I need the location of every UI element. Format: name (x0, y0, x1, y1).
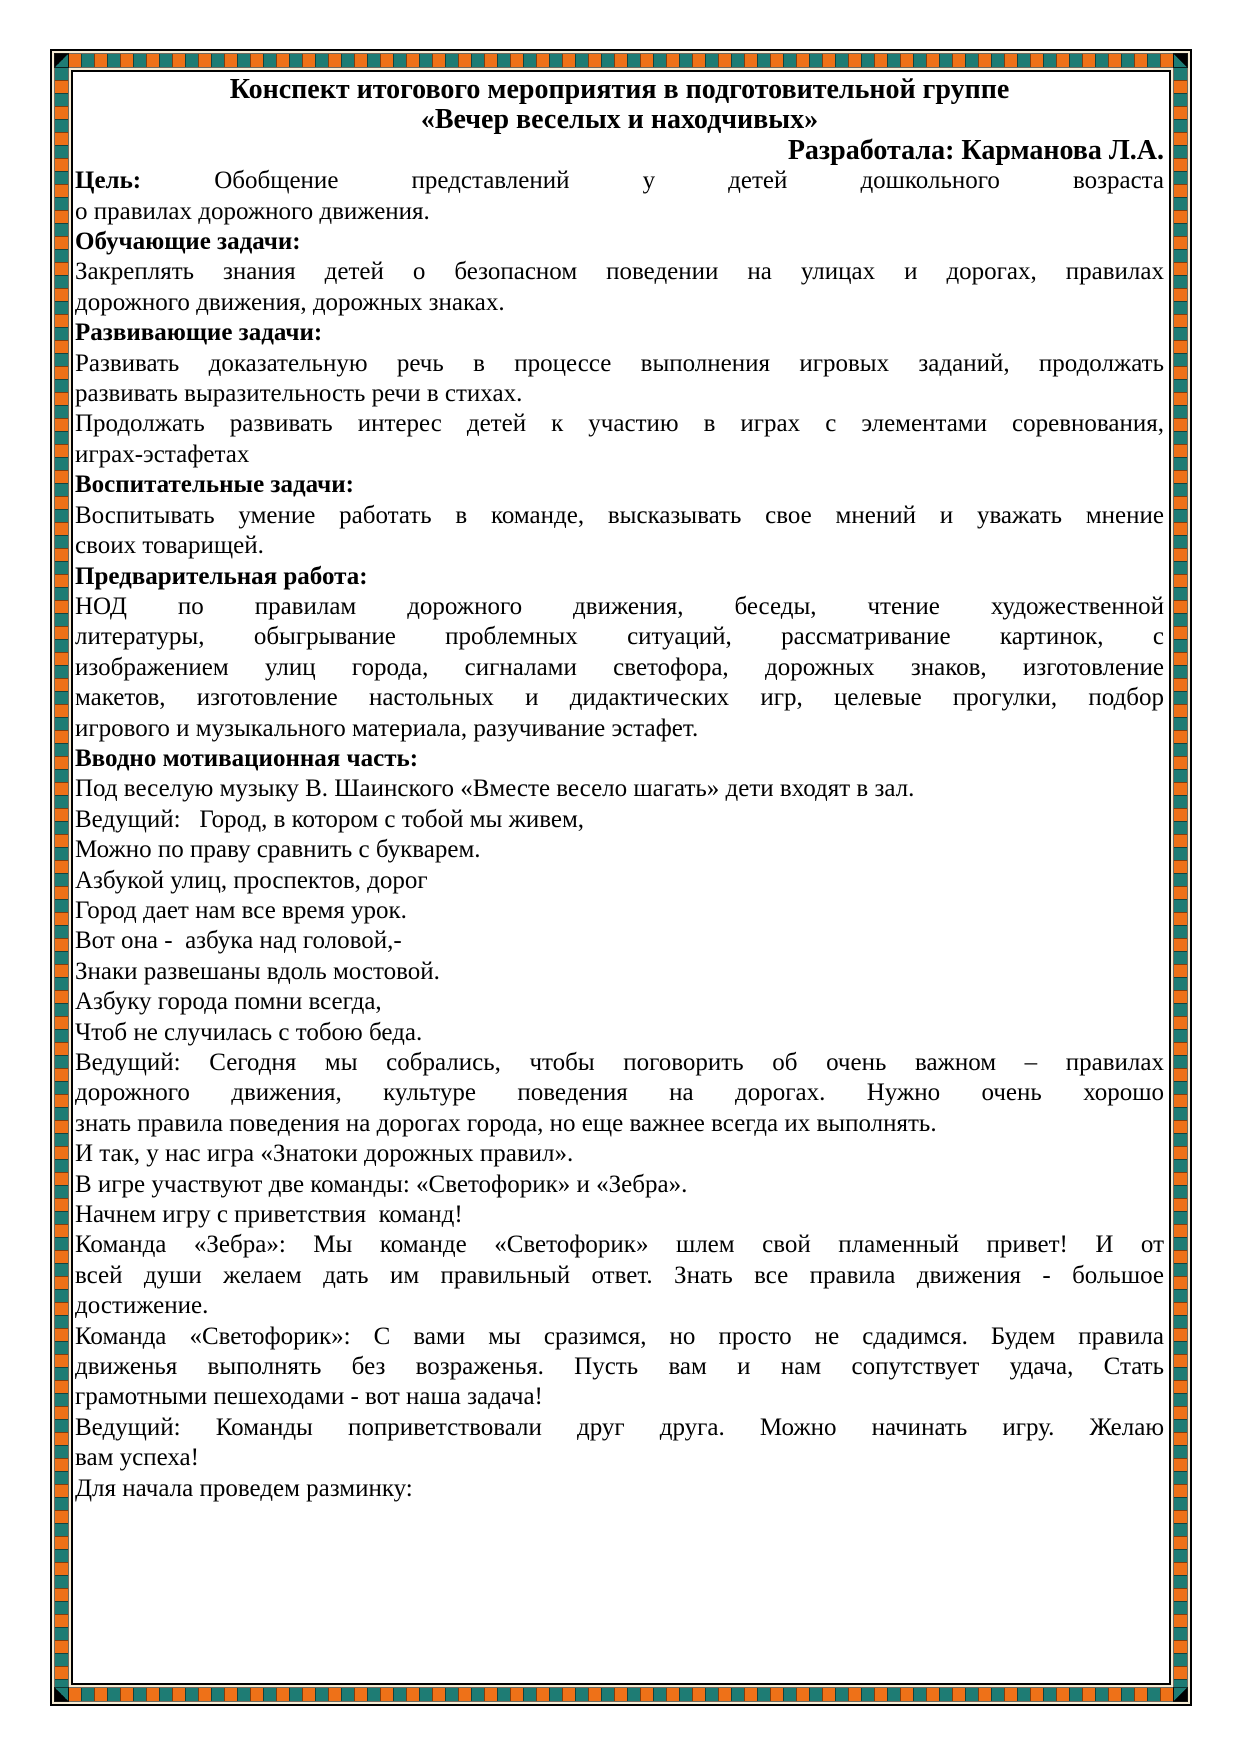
doc-line-line: В игре участвуют две команды: «Светофорик» и «Зебра». (75, 1170, 688, 1198)
doc-line-line: Для начала проведем разминку: (75, 1474, 413, 1502)
doc-line-line: знать правила поведения на дорогах города, но еще важнее всегда их выполнять. (75, 1109, 937, 1137)
doc-line-poem: Город дает нам все время урок. (75, 896, 407, 924)
border-checker-strip-right (1174, 54, 1187, 1701)
doc-line-title: «Вечер веселых и находчивых» (420, 104, 819, 136)
doc-line-poem: Знаки развешаны вдоль мостовой. (75, 957, 440, 985)
doc-line-jline: Воспитывать умение работать в команде, высказывать свое мнений и уважать мнение (75, 501, 1164, 529)
doc-line-jline: Цель: Обобщение представлений у детей дошкольного возраста (75, 167, 1164, 195)
doc-line-poem: Вот она - азбука над головой,- (75, 927, 402, 955)
doc-line-line: дорожного движения, дорожных знаках. (75, 288, 505, 316)
doc-line-jline: Ведущий: Сегодня мы собрались, чтобы поговорить об очень важном – правилах (75, 1049, 1164, 1076)
doc-line-lead: Цель: (75, 167, 142, 195)
doc-line-jline: Команда «Светофорик»: С вами мы сразимся, но просто не сдадимся. Будем правила (75, 1322, 1164, 1350)
border-checker-strip-top (55, 54, 1187, 67)
doc-line-line: игрового и музыкального материала, разучивание эстафет. (75, 714, 699, 742)
doc-line-jline: дорожного движения, культуре поведения на дорогах. Нужно очень хорошо (75, 1079, 1164, 1107)
doc-line-poem: Можно по праву сравнить с букварем. (75, 836, 481, 864)
doc-line-poem: Азбукой улиц, проспектов, дорог (75, 866, 428, 894)
doc-line-jline: Команда «Зебра»: Мы команде «Светофорик» шлем свой пламенный привет! И от (75, 1231, 1164, 1259)
doc-line-heading: Воспитательные задачи: (75, 471, 354, 499)
doc-line-line: играх-эстафетах (75, 440, 250, 468)
doc-line-line: вам успеха! (75, 1444, 199, 1472)
doc-line-line: своих товарищей. (75, 532, 264, 560)
doc-line-line: развивать выразительность речи в стихах. (75, 380, 523, 408)
border-checker-strip-left (55, 54, 68, 1701)
doc-line-jline: литературы, обыгрывание проблемных ситуаций, рассматривание картинок, с (75, 623, 1164, 651)
doc-line-line: грамотными пешеходами - вот наша задача! (75, 1383, 543, 1411)
border-corner-bottom-right (1174, 1688, 1187, 1701)
doc-line-byline: Разработала: Карманова Л.А. (787, 134, 1164, 166)
doc-line-jline: НОД по правилам дорожного движения, беседы, чтение художественной (75, 592, 1164, 620)
doc-line-jline: Развивать доказательную речь в процессе выполнения игровых заданий, продолжать (75, 349, 1164, 377)
doc-line-heading: Развивающие задачи: (75, 319, 323, 347)
doc-line-jline: Продолжать развивать интерес детей к участию в играх с элементами соревнования, (75, 410, 1164, 438)
doc-line-heading: Вводно мотивационная часть: (75, 744, 419, 772)
doc-line-line: о правилах дорожного движения. (75, 197, 430, 225)
doc-line-jline: движенья выполнять без возраженья. Пусть вам и нам сопутствует удача, Стать (75, 1353, 1164, 1381)
doc-line-jline: изображением улиц города, сигналами светофора, дорожных знаков, изготовление (75, 653, 1164, 681)
border-checker-strip-bottom (55, 1688, 1187, 1701)
doc-line-jline: всей души желаем дать им правильный ответ. Знать все правила движения - большое (75, 1261, 1164, 1289)
doc-line-poem: Чтоб не случилась с тобою беда. (75, 1018, 423, 1046)
doc-line-heading: Обучающие задачи: (75, 228, 301, 256)
doc-line-jline: макетов, изготовление настольных и дидактических игр, целевые прогулки, подбор (75, 684, 1164, 712)
doc-line-line: И так, у нас игра «Знатоки дорожных правил». (75, 1140, 574, 1168)
doc-line-line: Начнем игру с приветствия команд! (75, 1201, 463, 1229)
doc-line-title: Конспект итогового мероприятия в подготовительной группе (229, 74, 1010, 105)
doc-line-jline: Закреплять знания детей о безопасном поведении на улицах и дорогах, правилах (75, 258, 1164, 286)
doc-line-jline: Ведущий: Команды поприветствовали друг друга. Можно начинать игру. Желаю (75, 1413, 1164, 1441)
border-corner-bottom-left (55, 1688, 68, 1701)
document-text (75, 75, 1164, 1504)
doc-line-line: Под веселую музыку В. Шаинского «Вместе весело шагать» дети входят в зал. (75, 775, 915, 803)
doc-line-speech: Ведущий: Город, в котором с тобой мы живем, (75, 805, 585, 833)
doc-line-poem: Азбуку города помни всегда, (75, 988, 382, 1016)
doc-line-line: достижение. (75, 1292, 209, 1320)
doc-line-heading: Предварительная работа: (75, 562, 368, 590)
border-corner-top-right (1174, 54, 1187, 67)
border-corner-top-left (55, 54, 68, 67)
